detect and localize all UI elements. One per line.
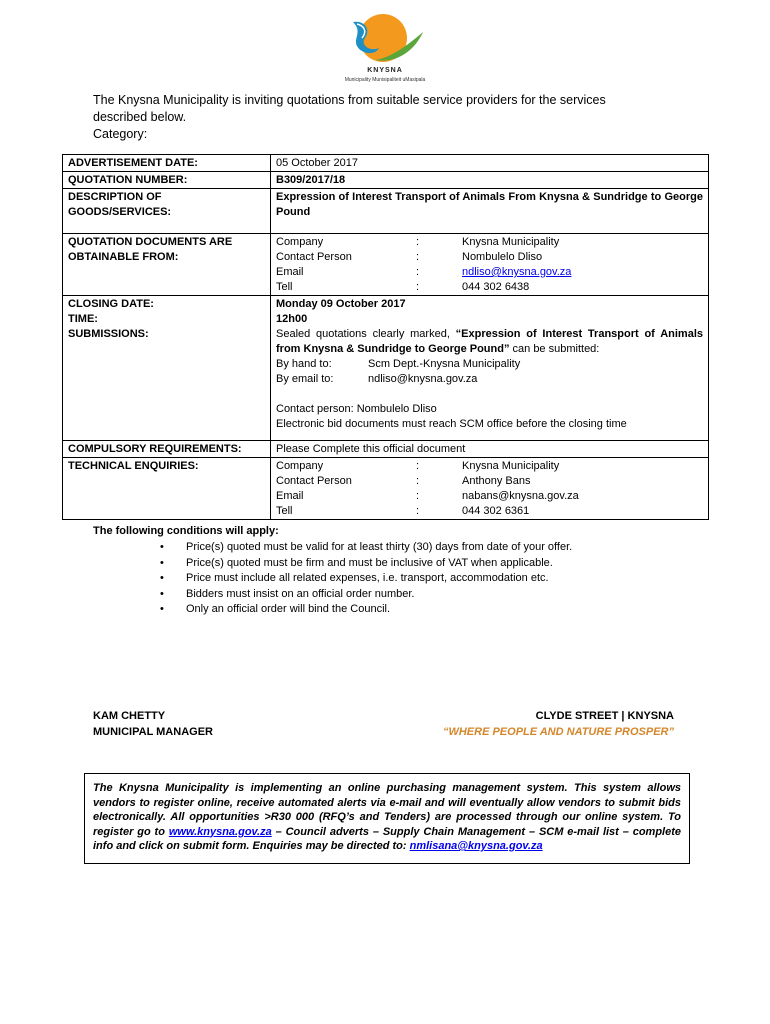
time-label: TIME:	[68, 313, 98, 325]
documents-label-line-1: QUOTATION DOCUMENTS ARE	[68, 236, 233, 248]
by-hand-label: By hand to:	[276, 358, 332, 370]
by-hand-value: Scm Dept.-Knysna Municipality	[368, 358, 521, 370]
bullet-icon: •	[160, 587, 164, 600]
docs-company-value: Knysna Municipality	[462, 236, 560, 248]
online-system-notice	[84, 773, 690, 864]
slogan: “WHERE PEOPLE AND NATURE PROSPER”	[442, 726, 674, 738]
address-block	[400, 708, 674, 740]
tech-email-row	[276, 489, 703, 504]
tech-tell-value: 044 302 6361	[462, 505, 530, 517]
quotation-number-value: B309/2017/18	[271, 172, 709, 189]
by-email-value: ndliso@knysna.gov.za	[368, 373, 478, 385]
tech-contact-key: Contact Person	[276, 475, 352, 487]
tech-contact-sep: :	[416, 475, 420, 487]
tech-tell-sep: :	[416, 505, 420, 517]
intro-paragraph	[93, 92, 683, 143]
docs-contact-key: Contact Person	[276, 251, 352, 263]
technical-contacts	[271, 458, 709, 520]
list-item	[160, 571, 572, 587]
submissions-title: “Expression of Interest Transport of Animals from Knysna & Sundridge to George Pound”	[276, 328, 703, 355]
electronic-bid-line: Electronic bid documents must reach SCM office before the closing time	[276, 418, 627, 430]
notice-text-1: The Knysna Municipality is implementing an online purchasing management system. This system allows vendors to register online, receive automated alerts via e-mail and will eventually allow vendors to submit bids electronically. All opportunities >R30 000 (RFQ’s and Tenders) are processed through our online system. To register go to	[93, 782, 681, 838]
list-item	[160, 540, 572, 556]
by-hand-row	[276, 357, 703, 372]
tech-company-row	[276, 459, 703, 474]
submissions-pre: Sealed quotations clearly marked,	[276, 328, 456, 340]
closing-labels	[63, 296, 271, 441]
submissions-post: can be submitted:	[509, 343, 600, 355]
closing-date-value: Monday 09 October 2017	[276, 298, 406, 310]
docs-tell-value: 044 302 6438	[462, 281, 530, 293]
tech-email-value: nabans@knysna.gov.za	[462, 490, 579, 502]
docs-contact-sep: :	[416, 251, 420, 263]
table-row	[63, 458, 709, 520]
logo-emblem-icon	[335, 10, 435, 68]
advertisement-date-label: ADVERTISEMENT DATE:	[63, 155, 271, 172]
enquiries-email-link[interactable]: nmlisana@knysna.gov.za	[409, 840, 543, 852]
quotation-details-table	[62, 154, 709, 520]
submissions-text	[276, 327, 703, 357]
bullet-icon: •	[160, 541, 164, 553]
address-line: CLYDE STREET | KNYSNA	[535, 710, 674, 722]
signatory-name: KAM CHETTY	[93, 710, 166, 722]
notice-text-2: – Council adverts – Supply Chain Management – SCM e-mail list – complete info and click on submit form. Enquiries may be directed to:	[93, 825, 682, 852]
docs-company-row	[276, 235, 703, 250]
technical-label: TECHNICAL ENQUIRIES:	[63, 458, 271, 520]
knysna-logo	[325, 10, 445, 86]
tech-company-sep: :	[416, 460, 420, 472]
table-row	[63, 296, 709, 441]
submissions-label: SUBMISSIONS:	[68, 328, 149, 340]
table-row	[63, 234, 709, 296]
docs-company-key: Company	[276, 236, 324, 248]
closing-date-label: CLOSING DATE:	[68, 298, 154, 310]
description-label	[63, 189, 271, 234]
documents-contacts	[271, 234, 709, 296]
condition-text: Price(s) quoted must be valid for at least thirty (30) days from date of your offer.	[186, 541, 573, 553]
documents-label	[63, 234, 271, 296]
list-item	[160, 587, 572, 603]
contact-person-line: Contact person: Nombulelo Dliso	[276, 403, 437, 415]
docs-contact-value: Nombulelo Dliso	[462, 251, 543, 263]
table-row	[63, 441, 709, 458]
tech-company-value: Knysna Municipality	[462, 460, 560, 472]
list-item	[160, 602, 572, 618]
table-row	[63, 155, 709, 172]
time-value: 12h00	[276, 313, 308, 325]
intro-line-2: described below.	[93, 110, 187, 124]
tech-email-sep: :	[416, 490, 420, 502]
tech-contact-row	[276, 474, 703, 489]
docs-company-sep: :	[416, 236, 420, 248]
condition-text: Price(s) quoted must be firm and must be inclusive of VAT when applicable.	[186, 556, 553, 569]
advertisement-date-value: 05 October 2017	[271, 155, 709, 172]
table-row	[63, 172, 709, 189]
spacer	[276, 387, 703, 402]
conditions-list	[160, 540, 572, 618]
tech-tell-key: Tell	[276, 505, 293, 517]
docs-email-sep: :	[416, 266, 420, 278]
by-email-label: By email to:	[276, 373, 334, 385]
description-label-line-1: DESCRIPTION OF	[68, 191, 162, 203]
tech-email-key: Email	[276, 490, 304, 502]
conditions-title: The following conditions will apply:	[93, 525, 279, 537]
docs-tell-row	[276, 280, 703, 295]
bullet-icon: •	[160, 556, 164, 569]
condition-text: Only an official order will bind the Council.	[186, 603, 391, 615]
logo-tagline: Municipality Munisipaliteit uMasipala	[344, 77, 426, 83]
by-email-row	[276, 372, 703, 387]
compulsory-label: COMPULSORY REQUIREMENTS:	[63, 441, 271, 458]
intro-line-1: The Knysna Municipality is inviting quotations from suitable service providers for the services	[93, 93, 606, 107]
docs-tell-key: Tell	[276, 281, 293, 293]
signatory-block	[93, 708, 213, 740]
docs-email-link[interactable]: ndliso@knysna.gov.za	[462, 266, 572, 278]
tech-contact-value: Anthony Bans	[462, 475, 531, 487]
condition-text: Bidders must insist on an official order number.	[186, 587, 415, 600]
compulsory-value: Please Complete this official document	[271, 441, 709, 458]
condition-text: Price must include all related expenses, i.e. transport, accommodation etc.	[186, 572, 549, 584]
website-link[interactable]: www.knysna.gov.za	[168, 825, 272, 838]
docs-email-key: Email	[276, 266, 304, 278]
description-value: Expression of Interest Transport of Animals From Knysna & Sundridge to George Pound	[271, 189, 709, 234]
bullet-icon: •	[160, 603, 164, 615]
docs-tell-sep: :	[416, 281, 420, 293]
quotation-number-label: QUOTATION NUMBER:	[63, 172, 271, 189]
tech-tell-row	[276, 504, 703, 519]
logo-name: KNYSNA	[367, 67, 403, 74]
documents-label-line-2: OBTAINABLE FROM:	[68, 251, 179, 263]
intro-category: Category:	[93, 127, 148, 141]
closing-values	[271, 296, 709, 441]
docs-contact-row	[276, 250, 703, 265]
bullet-icon: •	[160, 572, 164, 584]
docs-email-row	[276, 265, 703, 280]
description-label-line-2: GOODS/SERVICES:	[68, 206, 172, 218]
signatory-title: MUNICIPAL MANAGER	[93, 726, 213, 738]
table-row	[63, 189, 709, 234]
list-item	[160, 556, 572, 572]
tech-company-key: Company	[276, 460, 324, 472]
